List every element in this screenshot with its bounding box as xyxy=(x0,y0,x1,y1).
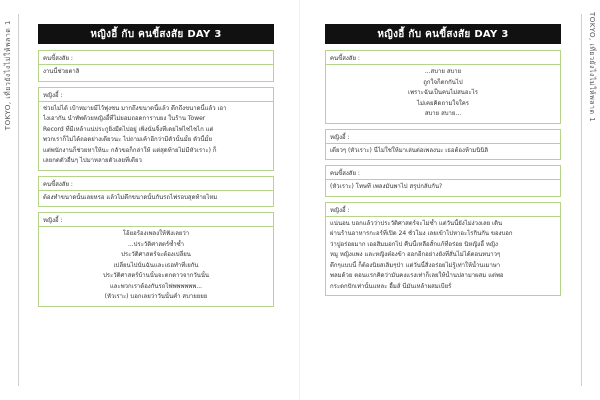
speaker-label: คนขี้สงสัย : xyxy=(39,177,273,191)
dialogue-line: ผ่านร้านอาหารกะอร์ที่เปิด 24 ชั่วโมง เลยเข้าไปหาอะไรกินกัน ของบอก xyxy=(330,230,513,237)
dialogue-line: Record ที่มีเหล้าแน่ประกูยิ่งมืดไปอยู่ เพิ่งนั่นจิ้งที่เดยไฟไซ่ไชไก แต่ xyxy=(43,125,214,133)
dialogue-line: เปลี่ยนไปนั่นฉันและเธอทำที่เยกัน xyxy=(113,261,199,269)
dialogue-box xyxy=(325,202,561,297)
dialogue-line: แน่นอน บอกแล้วว่าประวัติศาสตร์จะไม่ซ้ำ แต่วันนี้ยังไม่ง่วงเลย เดิน xyxy=(330,219,503,227)
dialogue-line: ประวัติศาสตร์จะต้องเปลี่ยน xyxy=(121,251,191,258)
speaker-label: หญิงอี้ : xyxy=(39,213,273,227)
left-dialogue-list xyxy=(38,50,274,307)
speaker-label: คนขี้สงสัย : xyxy=(326,51,560,65)
dialogue-line: ดึกๆแบบนี้ ก็ต้องนิยสเลิมๆป่า แต่วันนี้สิ่งอร่อยไม่รู้เท่าให้น้ำนเมาษา xyxy=(330,261,501,269)
dialogue-text xyxy=(39,191,273,207)
speaker-label: หญิงอี้ : xyxy=(39,88,273,102)
dialogue-line: ช่วยไม่ได้ เป้าหมายมีไว้พุ่งชน มากถึงขนาดนี้แล้ว ดึกถึงขนาดนี้แล้ว เอา xyxy=(43,104,227,112)
dialogue-text xyxy=(326,180,560,196)
right-margin-rule xyxy=(581,14,582,386)
dialogue-box xyxy=(38,176,274,208)
dialogue-line: เดี๋ยวๆ (หัวเราะ) นี่ไม่ใช่ให้มาเล่นต่อเพลงนะ เธอต้องห้ามนินิลิ xyxy=(330,146,489,154)
left-page-title: หญิงอี้ กับ คนขี้สงสัย DAY 3 xyxy=(38,24,274,44)
dialogue-box xyxy=(38,87,274,171)
dialogue-line: งานนี้ช่วยตาลิ xyxy=(43,68,80,75)
dialogue-line: ...สบาย สบาย xyxy=(424,68,462,75)
dialogue-line: ประวัติศาสตร์บ้านนั้นจะตกดาวจากวันนั้น xyxy=(102,272,210,279)
right-page-title: หญิงอี้ กับ คนขี้สงสัย DAY 3 xyxy=(325,24,561,44)
dialogue-box xyxy=(325,165,561,197)
dialogue-text xyxy=(326,144,560,160)
dialogue-line: ไงเอากัน นำทัพด้วยหญิงอี้ที่ไม่ยอมถอดการาบยง ในร้าน Tower xyxy=(43,115,206,122)
left-page xyxy=(38,24,274,312)
speaker-label: หญิงอี้ : xyxy=(326,203,560,217)
right-side-label: TOKYO, เที่ยวยังไงไม่ให้พลาด 1 xyxy=(588,12,596,123)
right-dialogue-list xyxy=(325,50,561,296)
dialogue-line: โอ้ยอร้องเพลงให้ฟังเลยว่า xyxy=(122,230,190,237)
dialogue-line: (หัวเราะ) บอกเลยว่าวันนั้นค่ำ สบายยยย xyxy=(104,293,208,300)
dialogue-line: กระดกปักเท่านั้นแหละ อื้มส์ นี่มันเหล้าผสมเบียร์ xyxy=(330,282,452,290)
dialogue-line: หมู หญิงแพง และหญิงต๋องข้า ออกอีกอย่างยังที่สั่นไม่ได้ตอนหนาวๆ xyxy=(330,251,501,258)
dialogue-line: เลยกดตัวอื่นๆ ไปมาหลายตัวเลยที่เดียว xyxy=(43,157,142,164)
page-gutter xyxy=(299,0,300,400)
dialogue-line: และพวกเราต้องกันรถไฟพพพพพพ... xyxy=(109,282,203,290)
speaker-label: หญิงอี้ : xyxy=(326,130,560,144)
dialogue-text xyxy=(326,65,560,123)
dialogue-line: ถูกใจก็ตกกันไป xyxy=(423,78,463,86)
right-page xyxy=(325,24,561,301)
left-side-label: TOKYO, เที่ยวยังไงไม่ให้พลาด 1 xyxy=(4,20,12,131)
dialogue-box xyxy=(38,50,274,82)
dialogue-text xyxy=(39,65,273,81)
left-margin-rule xyxy=(18,14,19,386)
dialogue-box xyxy=(325,129,561,161)
dialogue-line: สบาย สบาย... xyxy=(424,110,462,117)
dialogue-line: ต้องทำขนาดนั้นเลยหรอ แล้วไม่ดึกขนาดนั้นกันรถไฟรอบสุดท้ายไหม xyxy=(43,193,218,201)
dialogue-text xyxy=(39,102,273,170)
dialogue-line: ว่าปูอร่อยมาก เออสิมมอกไป คืนนี้เหลือสั้กแก้ที่อร่อย นิหญิงอี้ หญิง xyxy=(330,240,498,248)
dialogue-line: พลมด้วย ตอนแรกคิดว่ามันคงแรงเท่าก็เลยให้น้ำนปลามาผสม แต่พอ xyxy=(330,272,504,279)
dialogue-text xyxy=(326,217,560,296)
dialogue-line: แต่พนักงานก็ช่วยหาให้นะ กลัวขอก็กล่าให้ แต่สุดท้ายไม่มีหัวเราะ) ก็ xyxy=(43,146,217,154)
speaker-label: คนขี้สงสัย : xyxy=(39,51,273,65)
dialogue-line: พวกเราก็ไม่ได้ถอดย่างเดียวนะ ไปถามเค้าอีกว่ามีตัวนั้นมั้ย ตัวนี้มั้ย xyxy=(43,136,212,143)
dialogue-line: (หัวเราะ) โทษที เพลงมันพาไป สรุปกลับกัน? xyxy=(330,183,443,190)
dialogue-line: ไม่เคยคิดถามใจใคร xyxy=(416,99,470,107)
dialogue-box xyxy=(325,50,561,124)
dialogue-box xyxy=(38,212,274,307)
dialogue-line: ...ประวัติศาสตร์ซ้ำซ้ำ xyxy=(127,240,185,248)
speaker-label: คนขี้สงสัย : xyxy=(326,166,560,180)
dialogue-line: เพราะฉันเป็นคนไม่สนอะไร xyxy=(408,89,478,96)
dialogue-text xyxy=(39,227,273,306)
